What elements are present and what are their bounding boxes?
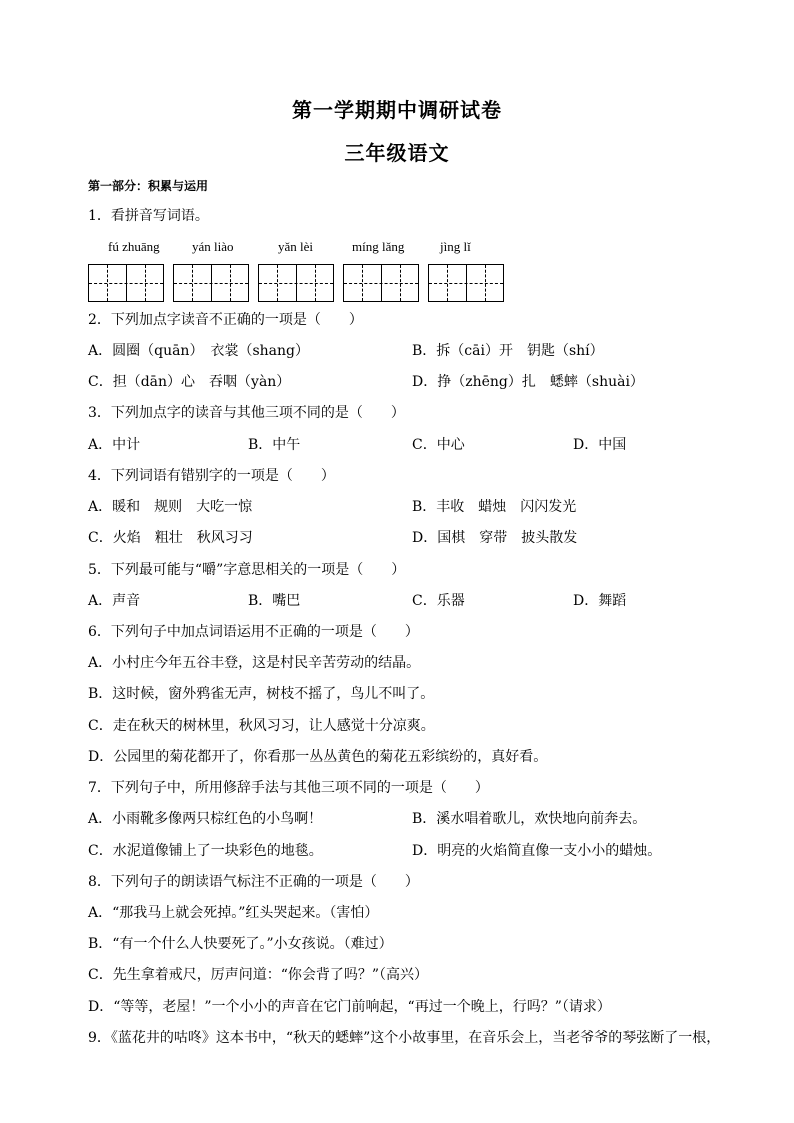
question-2-option-c[interactable]: C．担（dān）心 吞咽（yàn） — [88, 374, 291, 390]
question-6-option-a[interactable]: A．小村庄今年五谷丰登，这是村民辛苦劳动的结晶。 — [88, 655, 421, 671]
question-7-option-a[interactable]: A．小雨靴多像两只棕红色的小鸟啊！ — [88, 811, 323, 827]
question-3-option-a[interactable]: A．中计 — [88, 437, 141, 453]
pinyin-3: yǎn lèi — [278, 239, 314, 254]
writing-box-5[interactable] — [428, 264, 504, 302]
pinyin-5: jìng lǐ — [440, 239, 471, 254]
exam-subtitle: 三年级语文 — [344, 141, 450, 165]
question-3-option-b[interactable]: B．中午 — [248, 437, 301, 453]
question-4-option-b[interactable]: B．丰收 蜡烛 闪闪发光 — [412, 499, 577, 515]
writing-box-1[interactable] — [88, 264, 164, 302]
question-6-option-c[interactable]: C．走在秋天的树林里，秋风习习，让人感觉十分凉爽。 — [88, 718, 435, 734]
question-7-option-b[interactable]: B．溪水唱着歌儿，欢快地向前奔去。 — [412, 811, 647, 827]
question-8-option-d[interactable]: D．“等等，老屋！”一个小小的声音在它门前响起，“再过一个晚上，行吗？”（请求） — [88, 999, 611, 1015]
question-5-option-b[interactable]: B．嘴巴 — [248, 593, 301, 609]
question-2-option-a[interactable]: A．圆圈（quān） 衣裳（shang） — [88, 343, 309, 359]
pinyin-1: fú zhuāng — [108, 239, 160, 254]
question-4-option-a[interactable]: A．暖和 规则 大吃一惊 — [88, 499, 253, 515]
pinyin-4: míng lǎng — [352, 239, 405, 254]
question-7-stem: 7．下列句子中，所用修辞手法与其他三项不同的一项是（ ） — [88, 780, 489, 796]
question-5-stem: 5．下列最可能与“嚼”字意思相关的一项是（ ） — [88, 562, 406, 578]
question-7-option-d[interactable]: D．明亮的火焰简直像一支小小的蜡烛。 — [412, 843, 662, 859]
question-5-option-a[interactable]: A．声音 — [88, 593, 141, 609]
question-2-option-d[interactable]: D．挣（zhēng）扎 蟋蟀（shuài） — [412, 374, 644, 390]
question-1-stem: 1．看拼音写词语。 — [88, 208, 209, 224]
section-heading: 第一部分：积累与运用 — [88, 179, 209, 193]
question-7-option-c[interactable]: C．水泥道像铺上了一块彩色的地毯。 — [88, 843, 323, 859]
pinyin-row — [0, 239, 794, 257]
question-8-option-a[interactable]: A．“那我马上就会死掉。”红头哭起来。（害怕） — [88, 905, 379, 921]
question-5-option-d[interactable]: D．舞蹈 — [573, 593, 627, 609]
question-6-stem: 6．下列句子中加点词语运用不正确的一项是（ ） — [88, 624, 419, 640]
writing-box-3[interactable] — [258, 264, 334, 302]
question-6-option-d[interactable]: D．公园里的菊花都开了，你看那一丛丛黄色的菊花五彩缤纷的，真好看。 — [88, 749, 548, 765]
question-8-option-c[interactable]: C．先生拿着戒尺，厉声问道：“你会背了吗？”（高兴） — [88, 967, 429, 983]
question-3-option-d[interactable]: D．中国 — [573, 437, 627, 453]
writing-box-2[interactable] — [173, 264, 249, 302]
question-5-option-c[interactable]: C．乐器 — [412, 593, 465, 609]
question-4-option-d[interactable]: D．国棋 穿带 披头散发 — [412, 530, 578, 546]
question-4-stem: 4．下列词语有错别字的一项是（ ） — [88, 468, 335, 484]
writing-grid-row — [0, 264, 794, 304]
exam-title: 第一学期期中调研试卷 — [292, 98, 502, 122]
question-3-option-c[interactable]: C．中心 — [412, 437, 465, 453]
question-6-option-b[interactable]: B．这时候，窗外鸦雀无声，树枝不摇了，鸟儿不叫了。 — [88, 686, 435, 702]
question-8-option-b[interactable]: B．“有一个什么人快要死了。”小女孩说。（难过） — [88, 936, 393, 952]
question-2-stem: 2．下列加点字读音不正确的一项是（ ） — [88, 312, 363, 328]
question-9-stem: 9．《蓝花井的咕咚》这本书中，“秋天的蟋蟀”这个小故事里，在音乐会上，当老爷爷的琴弦断了一根， — [88, 1030, 721, 1046]
question-2-option-b[interactable]: B．拆（cāi）开 钥匙（shí） — [412, 343, 604, 359]
question-3-stem: 3．下列加点字的读音与其他三项不同的是（ ） — [88, 405, 405, 421]
pinyin-2: yán liào — [192, 239, 234, 254]
writing-box-4[interactable] — [343, 264, 419, 302]
question-4-option-c[interactable]: C．火焰 粗壮 秋风习习 — [88, 530, 253, 546]
question-8-stem: 8．下列句子的朗读语气标注不正确的一项是（ ） — [88, 874, 419, 890]
